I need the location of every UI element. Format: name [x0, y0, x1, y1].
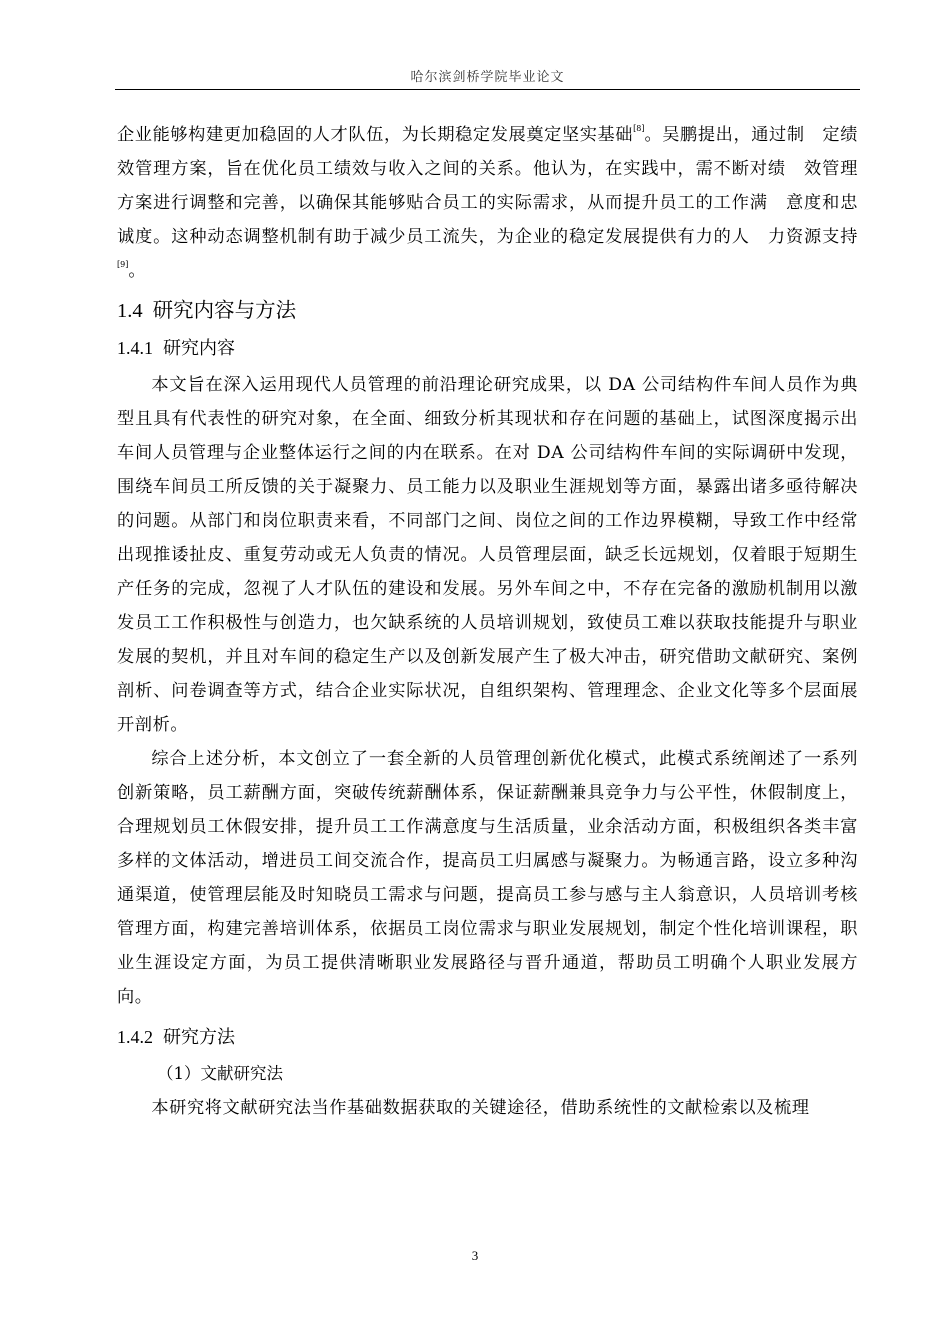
subsection-number: 1.4.2 [117, 1027, 153, 1047]
section-heading-1-4 [117, 298, 858, 323]
header-rule [115, 89, 860, 90]
subsection-number: 1.4.1 [117, 338, 153, 358]
intro-paragraph [117, 118, 858, 288]
body-paragraph: 综合上述分析，本文创立了一套全新的人员管理创新优化模式，此模式系统阐述了一系列创新策略，员工薪酬方面，突破传统薪酬体系，保证薪酬兼具竞争力与公平性，休假制度上，合理规划员工休假安排，提升员工工作满意度与生活质量，业余活动方面，积极组织各类丰富多样的文体活动，增进员工间交流合作，提高员工归属感与凝聚力。为畅通言路，设立多种沟通渠道，使管理层能及时知晓员工需求与问题，提高员工参与感与主人翁意识，人员培训考核管理方面，构建完善培训体系，依据员工岗位需求与职业发展规划，制定个性化培训课程，职业生涯设定方面，为员工提供清晰职业发展路径与晋升通道，帮助员工明确个人职业发展方向。 [117, 749, 858, 1007]
section-heading-1-4-1 [117, 337, 858, 360]
citation-9: [9] [117, 260, 129, 269]
section-number: 1.4 [117, 300, 143, 322]
subsection-title: 研究内容 [163, 338, 235, 359]
section-heading-1-4-2 [117, 1026, 858, 1049]
page-number: 3 [471, 1248, 479, 1263]
body-paragraph: 本研究将文献研究法当作基础数据获取的关键途径，借助系统性的文献检索以及梳理 [151, 1098, 810, 1118]
page-body [117, 118, 858, 1125]
intro-text-3: 。 [128, 261, 147, 281]
subsection-title: 研究方法 [163, 1027, 235, 1048]
citation-8: [8] [633, 124, 645, 133]
section-title: 研究内容与方法 [152, 298, 297, 322]
intro-text: 企业能够构建更加稳固的人才队伍，为长期稳定发展奠定坚实基础 [117, 125, 634, 145]
body-paragraph: 本文旨在深入运用现代人员管理的前沿理论研究成果，以 DA 公司结构件车间人员作为典型且具有代表性的研究对象，在全面、细致分析其现状和存在问题的基础上，试图深度揭示出车间人员管理与企业整体运行之间的内在联系。在对 DA 公司结构件车间的实际调研中发现，围绕车间员工所反馈的关于凝聚力、员工能力以及职业生涯规划等方面，暴露出诸多亟待解决的问题。从部门和岗位职责来看，不同部门之间、岗位之间的工作边界模糊，导致工作中经常出现推诿扯皮、重复劳动或无人负责的情况。人员管理层面，缺乏长远规划，仅着眼于短期生产任务的完成，忽视了人才队伍的建设和发展。另外车间之中，不存在完备的激励机制用以激发员工工作积极性与创造力，也欠缺系统的人员培训规划，致使员工难以获取技能提升与职业发展的契机，并且对车间的稳定生产以及创新发展产生了极大冲击，研究借助文献研究、案例剖析、问卷调查等方式，结合企业实际状况，自组织架构、管理理念、企业文化等多个层面展开剖析。 [117, 375, 858, 735]
method-item-label: （1）文献研究法 [157, 1064, 283, 1083]
page-header: 哈尔滨剑桥学院毕业论文 [410, 70, 565, 85]
intro-text-2: 。吴鹏提出，通过制 定绩效管理方案，旨在优化员工绩效与收入之间的关系。他认为，在实践中，需不断对绩 效管理方案进行调整和完善，以确保其能够贴合员工的实际需求，从而提升员工的工作满 意度和忠诚度。这种动态调整机制有助于减少员工流失，为企业的稳定发展提供有力的人 力资源支持 [117, 125, 859, 247]
